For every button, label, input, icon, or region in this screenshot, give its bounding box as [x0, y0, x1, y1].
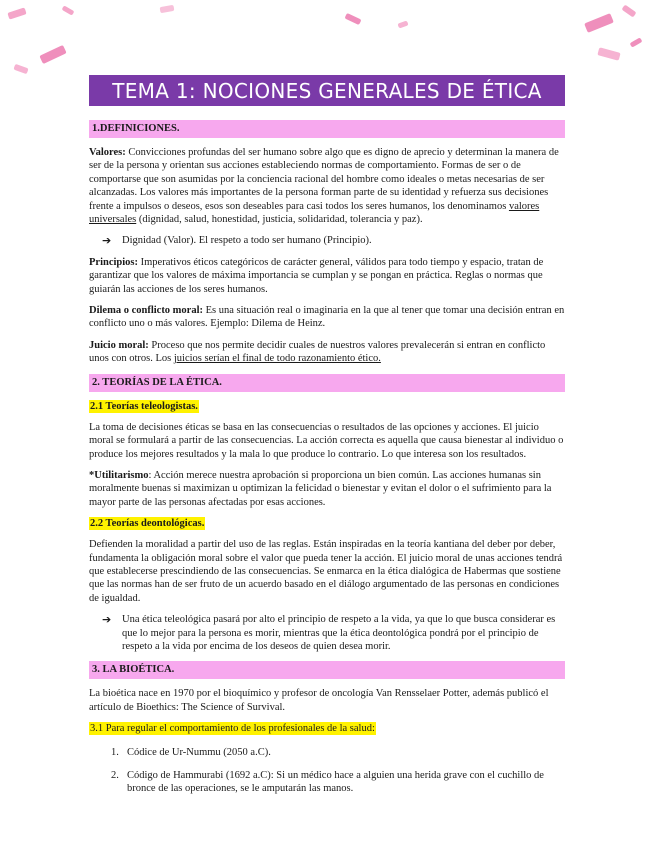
text-dilema: Es una situación real o imaginaria en la que al tener que tomar una decisión entran en conflicto uno o más valores. Ejemplo: Dilema de Heinz.: [89, 305, 565, 330]
confetti-decoration: [397, 20, 408, 28]
paragraph-dilema: [89, 304, 565, 331]
confetti-decoration: [622, 5, 637, 18]
term-valores: Valores:: [89, 147, 126, 158]
paragraph-deontologicas: Defienden la moralidad a partir del uso de las reglas. Están inspiradas en la teoría kantiana del deber por deber, fundamenta la obligación moral sobre el valor que pueda tener la acción. El juicio moral de unas acciones tendrá que establecerse prescindiendo de las consecuencias. Se enmarca en la ética dialógica de Habermas que sostiene que las normas han de ser fruto de un acuerdo basado en el diálogo argumentado de las personas en condiciones de igualdad.: [89, 539, 563, 604]
bullet-text: Dignidad (Valor). El respeto a todo ser humano (Principio).: [122, 235, 372, 247]
confetti-decoration: [160, 5, 175, 13]
list-item: [89, 746, 565, 759]
list-text: Códice de Ur-Nummu (2050 a.C).: [127, 746, 271, 758]
confetti-decoration: [584, 13, 614, 33]
confetti-decoration: [344, 13, 361, 25]
list-number: 1.: [111, 746, 119, 758]
arrow-bullet-dignidad: [89, 234, 565, 247]
section-heading-definiciones: 1.DEFINICIONES.: [89, 120, 565, 138]
term-juicio: Juicio moral:: [89, 339, 149, 351]
confetti-decoration: [13, 64, 28, 74]
paragraph-valores: [89, 146, 565, 226]
underlined-valores-universales: valores universales: [89, 200, 540, 226]
paragraph-bioetica: La bioética nace en 1970 por el bioquímico y profesor de oncología Van Rensselaer Potter, además publicó el artículo de Bioethics: The Science of Survival.: [89, 688, 549, 713]
subheading-regular: [89, 722, 565, 735]
section-heading-teorias: 2. TEORÍAS DE LA ÉTICA.: [89, 374, 565, 392]
term-principios: Principios:: [89, 256, 138, 268]
section-heading-bioetica: 3. LA BIOÉTICA.: [89, 661, 565, 679]
arrow-bullet-etica: [89, 613, 565, 653]
paragraph-utilitarismo: [89, 469, 565, 509]
highlight-text: 2.1 Teorías teleologistas.: [90, 400, 198, 412]
list-item: [89, 769, 565, 796]
confetti-decoration: [597, 47, 620, 60]
highlight-text: 3.1 Para regular el comportamiento de los profesionales de la salud:: [90, 723, 375, 735]
confetti-decoration: [39, 45, 66, 64]
list-text: Código de Hammurabi (1692 a.C): Si un médico hace a alguien una herida grave con el cuchillo de bronce de las operaciones, se le amputarán las manos.: [127, 770, 544, 795]
paragraph-teleologistas: La toma de decisiones éticas se basa en las consecuencias o resultados de las opciones y acciones. El juicio moral se formulará a partir de las consecuencias. La acción correcta es aquella que causa bienestar al individuo o produce los mejores resultados y la mala lo que produce lo contrario. Lo que interesa son los resultados.: [89, 421, 564, 460]
confetti-decoration: [7, 7, 26, 19]
text-valores-end: (dignidad, salud, honestidad, justicia, solidaridad, tolerancia y paz).: [136, 214, 423, 226]
paragraph-principios: [89, 256, 565, 296]
subheading-teleologistas: [89, 400, 565, 414]
page-title: TEMA 1: NOCIONES GENERALES DE ÉTICA: [89, 75, 565, 106]
paragraph-juicio: [89, 339, 565, 366]
term-dilema: Dilema o conflicto moral:: [89, 305, 204, 317]
text-utilitarismo: : Acción merece nuestra aprobación si proporciona un bien común. Las acciones humanas sin moralmente buenas si maximizan u optimizan la felicidad o bienestar y evitan el dolor o el sufrimiento para la mayor parte de las personas afectadas por esas acciones.: [89, 469, 552, 508]
text-principios: Imperativos éticos categóricos de carácter general, válidos para todo tiempo y espacio, tratan de garantizar que los valores de máxima importancia se cumplan y se pongan en práctica. Reglas o normas que guiarán las acciones de los seres humanos.: [89, 256, 544, 295]
underlined-juicios: juicios serían el final de todo razonamiento ético.: [173, 353, 381, 365]
numbered-list: [89, 746, 565, 796]
confetti-decoration: [62, 5, 75, 15]
text-juicio: Proceso que nos permite decidir cuales de nuestros valores prevalecerán si entran en conflicto unos con otros. Los: [89, 339, 546, 365]
term-utilitarismo: *Utilitarismo: [89, 469, 149, 481]
list-number: 2.: [111, 770, 119, 781]
bullet-text: Una ética teleológica pasará por alto el principio de respeto a la vida, ya que lo que busca considerar es que lo mejor para la persona es morir, mientras que la ética deontológica pondrá por el principio de respeto a la vida por encima de los deseos de quien desea morir.: [122, 614, 556, 652]
text-valores: Convicciones profundas del ser humano sobre algo que es digno de aprecio y determinan la manera de ser de la persona y orientan sus acciones estableciendo normas de comportamiento. Formas de ser o de comportarse que son asumidas por la conciencia racional del hombre como ideales o metas necesarias de ser alcanzadas. Los valores más importantes de la persona forman parte de su identidad y refuerza sus decisiones frente a impulsos o deseos, esos son deseables para casi todos los seres humanos, los denominamos: [89, 147, 559, 212]
document-body: [89, 120, 565, 806]
confetti-decoration: [630, 37, 643, 47]
right-arrow-icon: ➔: [102, 613, 112, 627]
right-arrow-icon: ➔: [102, 234, 112, 248]
highlight-text: 2.2 Teorías deontológicas.: [90, 518, 205, 530]
subheading-deontologicas: [89, 517, 565, 531]
